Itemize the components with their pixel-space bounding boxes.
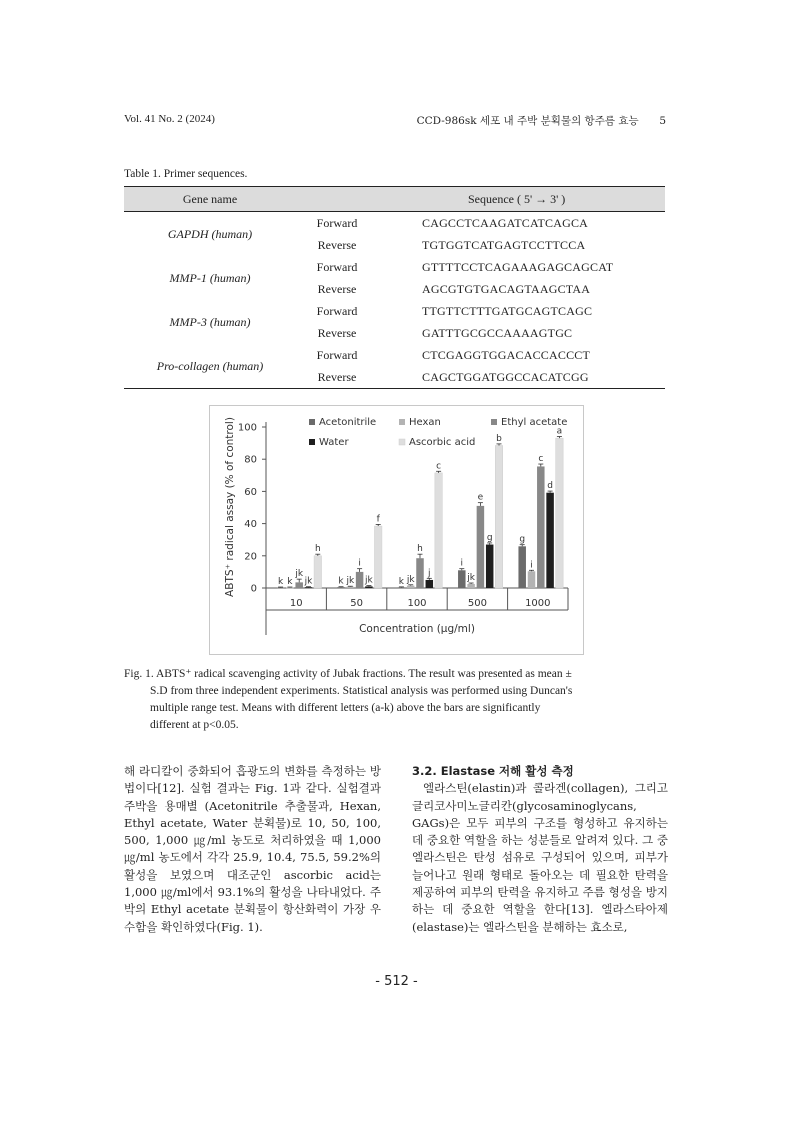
y-tick-label: 20 bbox=[244, 551, 257, 563]
sequence-cell: GATTTGCGCCAAAAGTGC bbox=[422, 325, 573, 340]
y-axis-label: ABTS⁺ radical assay (% of control) bbox=[224, 417, 236, 597]
bar bbox=[286, 588, 294, 589]
significance-letter: i bbox=[460, 558, 464, 569]
bar bbox=[518, 546, 526, 588]
direction-cell: Reverse bbox=[317, 325, 357, 340]
bar bbox=[486, 545, 494, 588]
figure-caption bbox=[124, 666, 668, 734]
y-tick-label: 100 bbox=[237, 422, 257, 434]
x-tick-label: 500 bbox=[467, 598, 487, 609]
legend-swatch bbox=[399, 439, 405, 445]
sequence-cell: GTTTTCCTCAGAAAGAGCAGCAT bbox=[422, 259, 614, 274]
significance-letter: d bbox=[547, 481, 553, 492]
significance-letter: a bbox=[556, 426, 563, 437]
significance-letter: j bbox=[428, 568, 431, 579]
significance-letter: k bbox=[398, 576, 405, 587]
bar bbox=[546, 493, 554, 588]
x-tick-label: 10 bbox=[289, 598, 303, 609]
significance-letter: k bbox=[277, 577, 284, 588]
bar bbox=[556, 438, 564, 588]
direction-cell: Reverse bbox=[317, 237, 357, 252]
direction-cell: Forward bbox=[316, 303, 358, 318]
direction-cell: Forward bbox=[316, 347, 358, 362]
bar bbox=[374, 526, 382, 588]
gene-cell: MMP-1 (human) bbox=[169, 270, 251, 285]
significance-letter: e bbox=[477, 492, 484, 503]
significance-letter: h bbox=[314, 544, 321, 555]
bar bbox=[314, 556, 322, 588]
significance-letter: jk bbox=[467, 573, 475, 584]
col-gene-name: Gene name bbox=[124, 187, 296, 212]
bar bbox=[295, 582, 303, 588]
significance-letter: jk bbox=[295, 569, 304, 580]
legend-swatch bbox=[491, 419, 497, 425]
bar bbox=[407, 586, 415, 588]
significance-letter: c bbox=[538, 454, 544, 465]
legend-label: Hexan bbox=[409, 417, 441, 428]
journal-volume: Vol. 41 No. 2 (2024) bbox=[124, 113, 215, 125]
direction-cell: Reverse bbox=[317, 281, 357, 296]
col-sequence: Sequence ( 5' → 3' ) bbox=[378, 187, 665, 212]
body-left-column bbox=[124, 763, 381, 936]
y-tick-label: 60 bbox=[244, 486, 257, 498]
direction-cell: Forward bbox=[316, 215, 358, 230]
bar bbox=[537, 466, 545, 588]
primer-table bbox=[124, 186, 665, 389]
significance-letter: k bbox=[287, 577, 293, 588]
table-header-row bbox=[124, 187, 665, 212]
sequence-cell: CTCGAGGTGGACACCACCCT bbox=[422, 347, 591, 362]
legend-swatch bbox=[399, 419, 405, 425]
sequence-cell: TGTGGTCATGAGTCCTTCCA bbox=[422, 237, 586, 252]
figure-caption-line: S.D from three independent experiments. Statistical analysis was performed using Duncan's bbox=[150, 685, 573, 697]
figure-caption-line: multiple range test. Means with different letters (a-k) above the bars are significantly bbox=[150, 702, 541, 714]
sequence-cell: CAGCCTCAAGATCATCAGCA bbox=[422, 215, 589, 230]
bar bbox=[528, 571, 536, 588]
sequence-cell: AGCGTGTGACAGTAAGCTAA bbox=[422, 281, 591, 296]
x-tick-label: 50 bbox=[350, 598, 363, 609]
x-axis-label: Concentration (μg/ml) bbox=[359, 623, 475, 635]
bar bbox=[347, 587, 355, 588]
legend-label: Water bbox=[319, 437, 349, 448]
significance-letter: jk bbox=[304, 576, 313, 587]
significance-letter: h bbox=[417, 544, 423, 555]
significance-letter: jk bbox=[406, 574, 415, 585]
x-tick-label: 1000 bbox=[525, 598, 551, 609]
running-title bbox=[417, 113, 666, 128]
direction-cell: Forward bbox=[316, 259, 358, 274]
bar bbox=[337, 587, 345, 588]
body-paragraph: 엘라스틴(elastin)과 콜라겐(collagen), 그리고 글리코사미노글리칸(glycosaminoglycans, GAGs)은 모두 피부의 구조를 형성하고 유지하는 데 중요한 역할을 하는 성분들로 알려져 있다. 그 중 엘라스틴은 탄성 섬유로 구성되어 있으며, 피부가 늘어나고 원래 형태로 돌아오는 데 필요한 탄력을 제공하여 피부의 탄력을 유지하고 주름 형성을 방지하는 데 중요한 역할을 한다[13]. 엘라스타아제 (elastase)는 엘라스틴을 분해하는 효소로, bbox=[412, 781, 668, 934]
body-right-column bbox=[412, 763, 668, 936]
significance-letter: g bbox=[486, 532, 493, 543]
bar bbox=[305, 587, 313, 588]
table-caption: Table 1. Primer sequences. bbox=[124, 168, 248, 180]
body-paragraph: 해 라디칼이 중화되어 흡광도의 변화를 측정하는 방법이다[12]. 실험 결과는 Fig. 1과 같다. 실험결과 주박을 용매별 (Acetonitrile 추출물과, Hexan, Ethyl acetate, Water 분획물)로 10, 50, 100, 500, 1,000 ㎍/ml 농도로 처리하였을 때 1,000 ㎍/ml 농도에서 각각 25.9, 10.4, 75.5, 59.2%의 활성을 보였으며 대조군인 ascorbic acid는 1,000 ㎍/ml에서 93.1%의 활성을 나타내었다. 주박의 Ethyl acetate 분획물이 항산화력이 가장 우수함을 확인하였다(Fig. 1). bbox=[124, 764, 381, 934]
legend-swatch bbox=[309, 419, 315, 425]
significance-letter: b bbox=[496, 433, 502, 444]
x-tick-label: 100 bbox=[407, 598, 427, 609]
section-title: 3.2. Elastase 저해 활성 측정 bbox=[412, 764, 574, 778]
sequence-cell: TTGTTCTTTGATGCAGTCAGC bbox=[422, 303, 593, 318]
y-tick-label: 0 bbox=[250, 583, 257, 595]
bar bbox=[458, 570, 466, 588]
legend-label: Ethyl acetate bbox=[501, 417, 568, 428]
significance-letter: g bbox=[519, 534, 526, 545]
table-row bbox=[124, 300, 665, 322]
bar bbox=[426, 580, 434, 588]
significance-letter: i bbox=[530, 560, 533, 571]
legend-label: Acetonitrile bbox=[319, 417, 377, 428]
bar bbox=[495, 446, 503, 588]
table-row bbox=[124, 256, 665, 278]
abts-bar-chart bbox=[209, 405, 584, 655]
legend-label: Ascorbic acid bbox=[409, 437, 476, 448]
header-page-number: 5 bbox=[659, 115, 666, 127]
table-row bbox=[124, 212, 665, 235]
sequence-cell: CAGCTGGATGGCCACATCGG bbox=[378, 366, 665, 389]
y-tick-label: 80 bbox=[244, 454, 257, 466]
col-direction bbox=[296, 187, 378, 212]
table-row bbox=[124, 344, 665, 366]
legend-swatch bbox=[309, 439, 315, 445]
figure-caption-line: Fig. 1. ABTS⁺ radical scavenging activity of Jubak fractions. The result was presented as mean ± bbox=[124, 668, 572, 680]
gene-cell: MMP-3 (human) bbox=[169, 314, 251, 329]
bar bbox=[416, 558, 424, 588]
y-tick-label: 40 bbox=[244, 519, 257, 531]
bar bbox=[467, 584, 475, 588]
direction-cell: Reverse bbox=[296, 366, 378, 389]
page-number: - 512 - bbox=[375, 974, 418, 989]
significance-letter: jk bbox=[365, 575, 373, 586]
significance-letter: jk bbox=[346, 576, 355, 587]
bar bbox=[356, 572, 364, 588]
significance-letter: c bbox=[436, 461, 442, 472]
bar bbox=[365, 586, 373, 588]
running-title-text: CCD-986sk 세포 내 주박 분획물의 항주름 효능 bbox=[416, 115, 639, 127]
significance-letter: k bbox=[338, 576, 344, 587]
gene-cell: GAPDH (human) bbox=[167, 226, 253, 241]
figure-caption-line: different at p<0.05. bbox=[150, 719, 239, 731]
bar bbox=[398, 587, 406, 588]
significance-letter: f bbox=[376, 514, 380, 525]
bar bbox=[277, 588, 285, 589]
bar bbox=[435, 473, 443, 588]
bar bbox=[477, 506, 485, 588]
significance-letter: i bbox=[358, 558, 361, 569]
gene-cell: Pro-collagen (human) bbox=[124, 344, 296, 389]
